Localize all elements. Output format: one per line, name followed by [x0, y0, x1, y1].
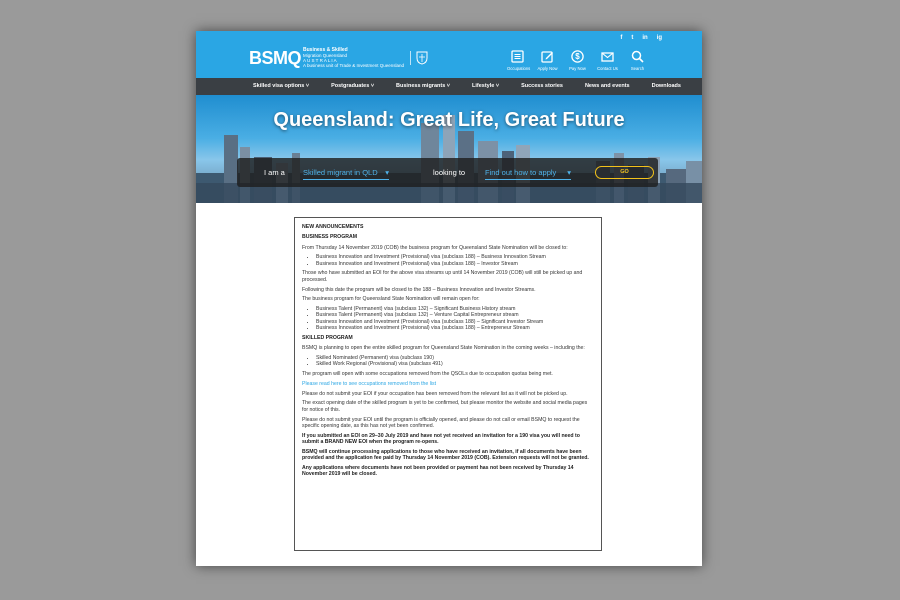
- edit-icon: [541, 50, 554, 63]
- opening-date-text: The exact opening date of the skilled program is yet to be confirmed, but please monitor the website and social media pages for notice of this.: [302, 400, 588, 413]
- pay-now-label: Pay Now: [569, 66, 586, 71]
- list-item: • Skilled Nominated (Permanent) visa (subclass 190): [316, 355, 594, 361]
- search-label: Search: [630, 66, 645, 71]
- do-not-submit-text: Please do not submit your EOI if your occupation has been removed from the relevant list as it will not be picked up.: [302, 390, 568, 397]
- nav-item-business-migrants[interactable]: Business migrants ˅: [396, 83, 450, 89]
- apply-now-label: Apply Now: [537, 66, 558, 71]
- site-header: [196, 31, 702, 78]
- pathway-finder: [237, 158, 658, 187]
- pay-now-button[interactable]: [567, 50, 588, 71]
- occupations-button[interactable]: [507, 50, 531, 71]
- list-item: • Skilled Work Regional (Provisional) visa (subclass 491): [316, 361, 594, 367]
- logo-line1: Business & Skilled: [303, 47, 348, 53]
- twitter-icon[interactable]: t: [631, 35, 634, 41]
- chevron-down-icon: ▾: [385, 168, 389, 177]
- apply-now-button[interactable]: [537, 50, 558, 71]
- hero-title: Queensland: Great Life, Great Future: [273, 109, 625, 131]
- list-item: • Business Talent (Permanent) visa (subclass 132) – Venture Capital Entrepreneur stream: [316, 312, 594, 318]
- crest-icon: [410, 51, 428, 65]
- i-am-value: Skilled migrant in QLD: [303, 168, 378, 177]
- do-not-call-text: Please do not submit your EOI until the program is officially opened, and please do not call or email BSMQ to request the specific opening date, as this has not yet been confirmed.: [302, 416, 580, 429]
- looking-to-select[interactable]: [485, 168, 571, 180]
- remain-open-text: The business program for Queensland State Nomination will remain open for:: [302, 296, 480, 303]
- nav-item-lifestyle[interactable]: Lifestyle ˅: [472, 83, 500, 89]
- chevron-down-icon: ▾: [567, 168, 571, 177]
- main-nav: [196, 78, 702, 95]
- looking-to-label: looking to: [433, 168, 466, 177]
- i-am-label: I am a: [264, 168, 285, 177]
- nav-item-news-and-events[interactable]: News and events: [584, 83, 630, 89]
- closed-streams-list: [302, 254, 594, 267]
- bsmq-logo[interactable]: [249, 47, 428, 68]
- skilled-planning-text: BSMQ is planning to open the entire skilled program for Queensland State Nomination in the coming weeks – including the:: [302, 345, 585, 352]
- i-am-select[interactable]: [303, 168, 389, 180]
- business-program-heading: BUSINESS PROGRAM: [302, 234, 358, 241]
- social-links: [620, 35, 662, 41]
- contact-us-label: Contact Us: [597, 66, 618, 71]
- search-button[interactable]: [627, 50, 648, 71]
- logo-tagline: A business unit of Trade & Investment Queensland: [303, 63, 405, 68]
- business-closure-text: From Thursday 14 November 2019 (COB) the business program for Queensland State Nomination will be closed to:: [302, 244, 568, 251]
- nav-item-success-stories[interactable]: Success stories: [521, 83, 563, 89]
- eoi-processing-text: Those who have submitted an EOI for the above visa streams up until 14 November 2019 (COB) will still be picked up and processed.: [302, 270, 583, 283]
- brand-new-eoi-notice: If you submitted an EOI on 29–30 July 2019 and have not yet received an invitation for a 190 visa you will need to submit a BRAND NEW EOI when the program re-opens.: [302, 432, 580, 445]
- logo-text: [303, 47, 404, 68]
- nav-item-skilled-visa-options[interactable]: Skilled visa options ˅: [253, 83, 310, 89]
- contact-us-button[interactable]: [597, 50, 618, 71]
- header-actions: [507, 50, 648, 71]
- list-item: • Business Innovation and Investment (Provisional) visa (subclass 188) – Entrepreneur Stream: [316, 325, 594, 331]
- open-streams-list: [302, 306, 594, 331]
- list-item: • Business Innovation and Investment (Provisional) visa (subclass 188) – Investor Stream: [316, 261, 594, 267]
- hero-banner: [196, 95, 702, 203]
- occupations-removed-link[interactable]: Please read here to see occupations removed from the list: [302, 380, 437, 387]
- list-item: • Business Innovation and Investment (Provisional) visa (subclass 188) – Business Innovation Stream: [316, 254, 594, 260]
- list-item: • Business Innovation and Investment (Provisional) visa (subclass 188) – Significant Investor Stream: [316, 319, 594, 325]
- following-date-text: Following this date the program will be closed to the 188 – Business Innovation and Investor Streams.: [302, 286, 536, 293]
- logo-line2: Migration Queensland: [303, 53, 348, 58]
- occupations-icon: [511, 50, 524, 63]
- go-button[interactable]: GO: [595, 166, 654, 179]
- svg-text:$: $: [575, 52, 580, 62]
- skilled-program-heading: SKILLED PROGRAM: [302, 334, 353, 341]
- list-item: • Business Talent (Permanent) visa (subclass 132) – Significant Business History stream: [316, 306, 594, 312]
- occupations-label: Occupations: [507, 66, 531, 71]
- logo-line3: A U S T R A L I A: [303, 58, 337, 63]
- dollar-icon: [571, 50, 584, 63]
- occupations-removed-text: The program will open with some occupations removed from the QSOLs due to occupation quotas being met.: [302, 371, 553, 378]
- search-icon: [631, 50, 644, 63]
- mail-icon: [601, 50, 614, 63]
- logo-mark: BSMQ: [249, 47, 301, 68]
- nav-item-downloads[interactable]: Downloads: [651, 83, 681, 89]
- facebook-icon[interactable]: f: [620, 35, 623, 41]
- nav-item-postgraduates[interactable]: Postgraduates ˅: [331, 83, 375, 89]
- browser-page: [196, 31, 702, 566]
- closure-notice: Any applications where documents have not been provided or payment has not been received by Thursday 14 November 2019 will be closed.: [302, 464, 574, 478]
- skilled-visas-list: [302, 355, 594, 368]
- looking-to-value: Find out how to apply: [485, 168, 557, 177]
- processing-notice: BSMQ will continue processing applications to those who have received an invitation, if all documents have been provided and the application fee paid by Thursday 14 November 2019 (COB). Extension requests will not be granted.: [302, 448, 589, 462]
- instagram-icon[interactable]: ig: [656, 35, 662, 41]
- linkedin-icon[interactable]: in: [642, 35, 648, 41]
- announcements-box: [294, 217, 602, 551]
- announcements-title: NEW ANNOUNCEMENTS: [302, 224, 364, 230]
